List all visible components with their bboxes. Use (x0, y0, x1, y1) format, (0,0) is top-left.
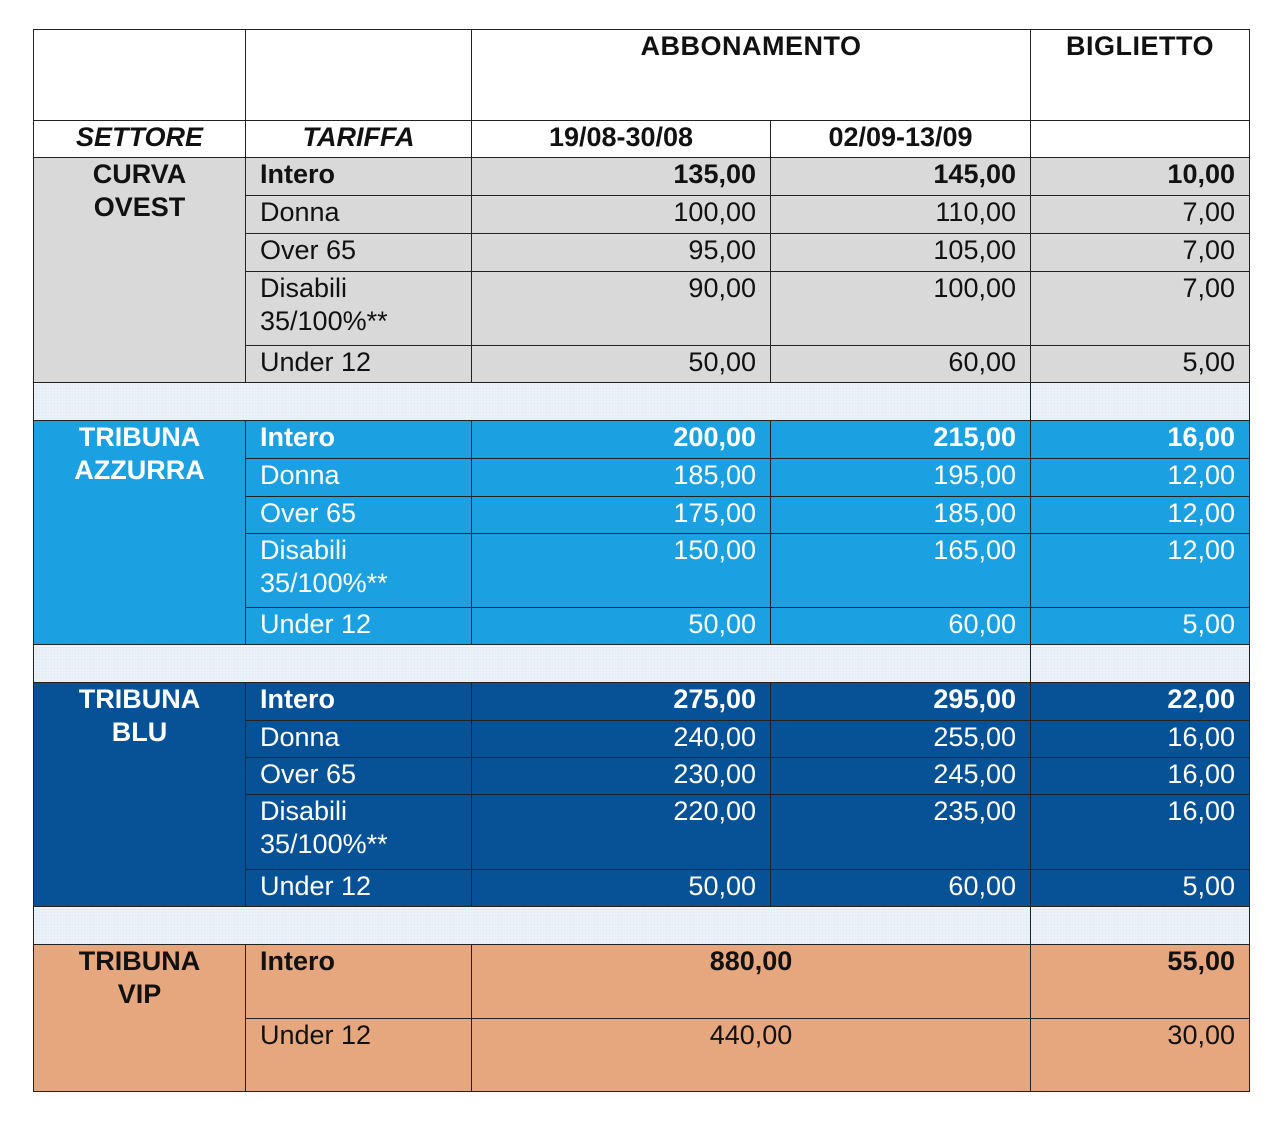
price-biglietto: 12,00 (1031, 459, 1250, 497)
tariffa-cell: Over 65 (246, 497, 472, 534)
price-period2: 60,00 (771, 346, 1031, 383)
price-biglietto: 12,00 (1031, 497, 1250, 534)
price-period1: 275,00 (472, 683, 771, 721)
tariffa-cell: Intero (246, 421, 472, 459)
price-biglietto: 5,00 (1031, 346, 1250, 383)
price-period1: 135,00 (472, 158, 771, 196)
sector-name-tribuna-vip: TRIBUNA VIP (34, 945, 246, 1092)
tariffa-cell: Under 12 (246, 608, 472, 645)
sector-name-curva-ovest: CURVA OVEST (34, 158, 246, 383)
spacer-cell (34, 383, 1031, 421)
price-biglietto: 5,00 (1031, 870, 1250, 907)
price-period2: 165,00 (771, 534, 1031, 608)
tariffa-cell: Under 12 (246, 870, 472, 907)
tariffa-cell: Donna (246, 196, 472, 234)
price-period1: 100,00 (472, 196, 771, 234)
price-biglietto: 16,00 (1031, 421, 1250, 459)
price-period2: 245,00 (771, 758, 1031, 795)
price-biglietto: 7,00 (1031, 196, 1250, 234)
biglietto-header: BIGLIETTO (1031, 30, 1250, 121)
price-period1: 50,00 (472, 346, 771, 383)
price-period2: 105,00 (771, 234, 1031, 272)
tariffa-cell: Donna (246, 721, 472, 758)
tariffa-cell: Over 65 (246, 758, 472, 795)
price-period1: 50,00 (472, 870, 771, 907)
price-period2: 110,00 (771, 196, 1031, 234)
price-period1: 90,00 (472, 272, 771, 346)
tariffa-cell: Under 12 (246, 346, 472, 383)
header-row-sub (34, 121, 1250, 158)
price-period1: 175,00 (472, 497, 771, 534)
price-period1: 200,00 (472, 421, 771, 459)
price-period1: 185,00 (472, 459, 771, 497)
header-row-top (34, 30, 1250, 121)
abbonamento-header: ABBONAMENTO (472, 30, 1031, 121)
header-empty-cell (1031, 121, 1250, 158)
price-period2: 60,00 (771, 870, 1031, 907)
price-period2: 235,00 (771, 795, 1031, 870)
tariffa-cell: Under 12 (246, 1019, 472, 1092)
price-biglietto: 16,00 (1031, 758, 1250, 795)
price-period2: 215,00 (771, 421, 1031, 459)
spacer-row (34, 645, 1250, 683)
table-row (34, 158, 1250, 196)
price-period1: 95,00 (472, 234, 771, 272)
price-biglietto: 22,00 (1031, 683, 1250, 721)
settore-header: SETTORE (34, 121, 246, 158)
tariffa-cell: Disabili 35/100%** (246, 272, 472, 346)
tariffa-cell: Donna (246, 459, 472, 497)
price-biglietto: 12,00 (1031, 534, 1250, 608)
sector-name-tribuna-azzurra: TRIBUNA AZZURRA (34, 421, 246, 645)
header-empty-cell (246, 30, 472, 121)
table-row (34, 945, 1250, 1019)
price-biglietto: 7,00 (1031, 272, 1250, 346)
price-biglietto: 10,00 (1031, 158, 1250, 196)
spacer-row (34, 383, 1250, 421)
price-abbonamento: 880,00 (472, 945, 1031, 1019)
tariffa-cell: Over 65 (246, 234, 472, 272)
price-period1: 50,00 (472, 608, 771, 645)
price-biglietto: 7,00 (1031, 234, 1250, 272)
spacer-cell (1031, 645, 1250, 683)
price-biglietto: 16,00 (1031, 795, 1250, 870)
table-row (34, 421, 1250, 459)
sector-name-tribuna-blu: TRIBUNA BLU (34, 683, 246, 907)
price-biglietto: 30,00 (1031, 1019, 1250, 1092)
price-period1: 150,00 (472, 534, 771, 608)
price-period2: 295,00 (771, 683, 1031, 721)
table-row (34, 683, 1250, 721)
price-period2: 195,00 (771, 459, 1031, 497)
spacer-cell (1031, 383, 1250, 421)
header-empty-cell (34, 30, 246, 121)
price-period2: 255,00 (771, 721, 1031, 758)
tariffa-cell: Intero (246, 945, 472, 1019)
price-period1: 240,00 (472, 721, 771, 758)
tariffa-cell: Disabili 35/100%** (246, 795, 472, 870)
price-biglietto: 55,00 (1031, 945, 1250, 1019)
period2-header: 02/09-13/09 (771, 121, 1031, 158)
tariffa-cell: Disabili 35/100%** (246, 534, 472, 608)
price-period2: 60,00 (771, 608, 1031, 645)
tariffa-cell: Intero (246, 158, 472, 196)
price-period2: 145,00 (771, 158, 1031, 196)
spacer-cell (34, 907, 1031, 945)
price-period1: 220,00 (472, 795, 771, 870)
price-biglietto: 16,00 (1031, 721, 1250, 758)
price-abbonamento: 440,00 (472, 1019, 1031, 1092)
price-period1: 230,00 (472, 758, 771, 795)
spacer-cell (34, 645, 1031, 683)
tariffa-header: TARIFFA (246, 121, 472, 158)
tariffa-cell: Intero (246, 683, 472, 721)
period1-header: 19/08-30/08 (472, 121, 771, 158)
price-table (33, 29, 1250, 1092)
spacer-cell (1031, 907, 1250, 945)
price-period2: 100,00 (771, 272, 1031, 346)
spacer-row (34, 907, 1250, 945)
price-period2: 185,00 (771, 497, 1031, 534)
price-biglietto: 5,00 (1031, 608, 1250, 645)
